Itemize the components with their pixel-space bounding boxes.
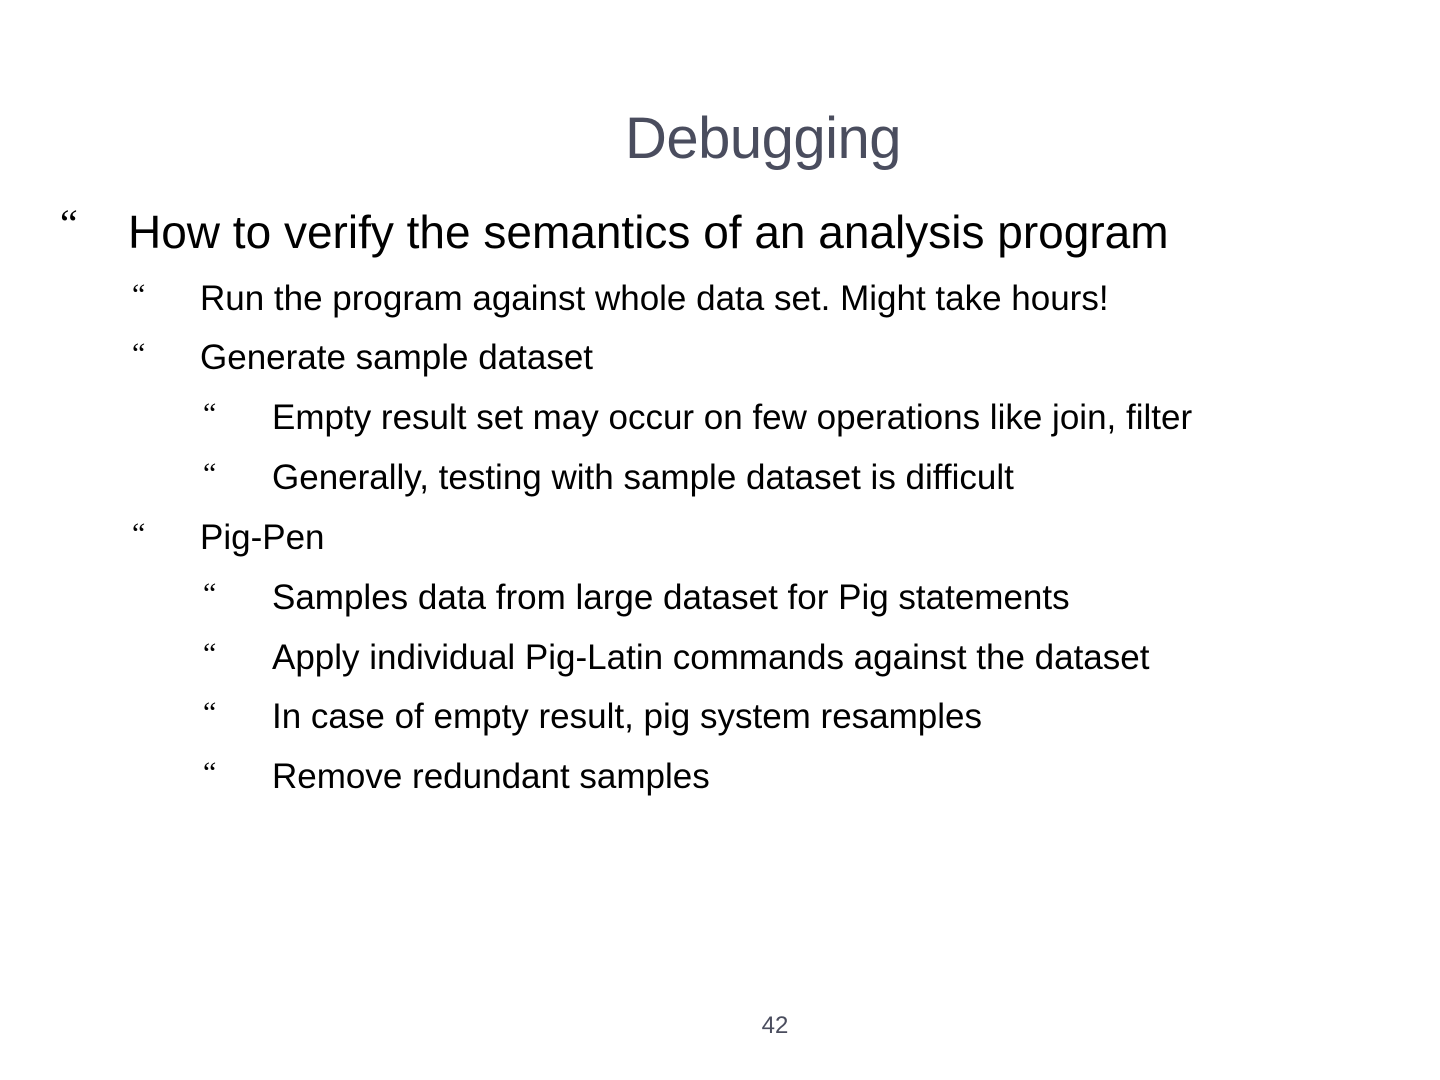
quote-bullet-icon: “ (132, 278, 146, 311)
quote-bullet-icon: “ (132, 337, 146, 370)
quote-bullet-icon: “ (203, 637, 217, 670)
bullet-text: In case of empty result, pig system resamples (272, 697, 982, 736)
bullet-text: Samples data from large dataset for Pig statements (272, 578, 1070, 617)
quote-bullet-icon: “ (203, 457, 217, 490)
bullet-text: Pig-Pen (200, 518, 325, 557)
quote-bullet-icon: “ (60, 201, 78, 246)
bullet-text: Run the program against whole data set. Might take hours! (200, 279, 1109, 318)
bullet-text: Generate sample dataset (200, 338, 594, 377)
bullet-text: Apply individual Pig-Latin commands against the dataset (272, 638, 1150, 677)
bullet-text: Remove redundant samples (272, 757, 710, 796)
page-number: 42 (761, 1012, 789, 1039)
slide-title: Debugging (624, 106, 902, 171)
quote-bullet-icon: “ (203, 577, 217, 610)
quote-bullet-icon: “ (203, 756, 217, 789)
quote-bullet-icon: “ (203, 397, 217, 430)
bullet-text: Empty result set may occur on few operations like join, filter (272, 398, 1193, 437)
quote-bullet-icon: “ (203, 696, 217, 729)
bullet-text: How to verify the semantics of an analysis program (128, 206, 1169, 258)
quote-bullet-icon: “ (132, 517, 146, 550)
bullet-text: Generally, testing with sample dataset is difficult (272, 458, 1014, 497)
